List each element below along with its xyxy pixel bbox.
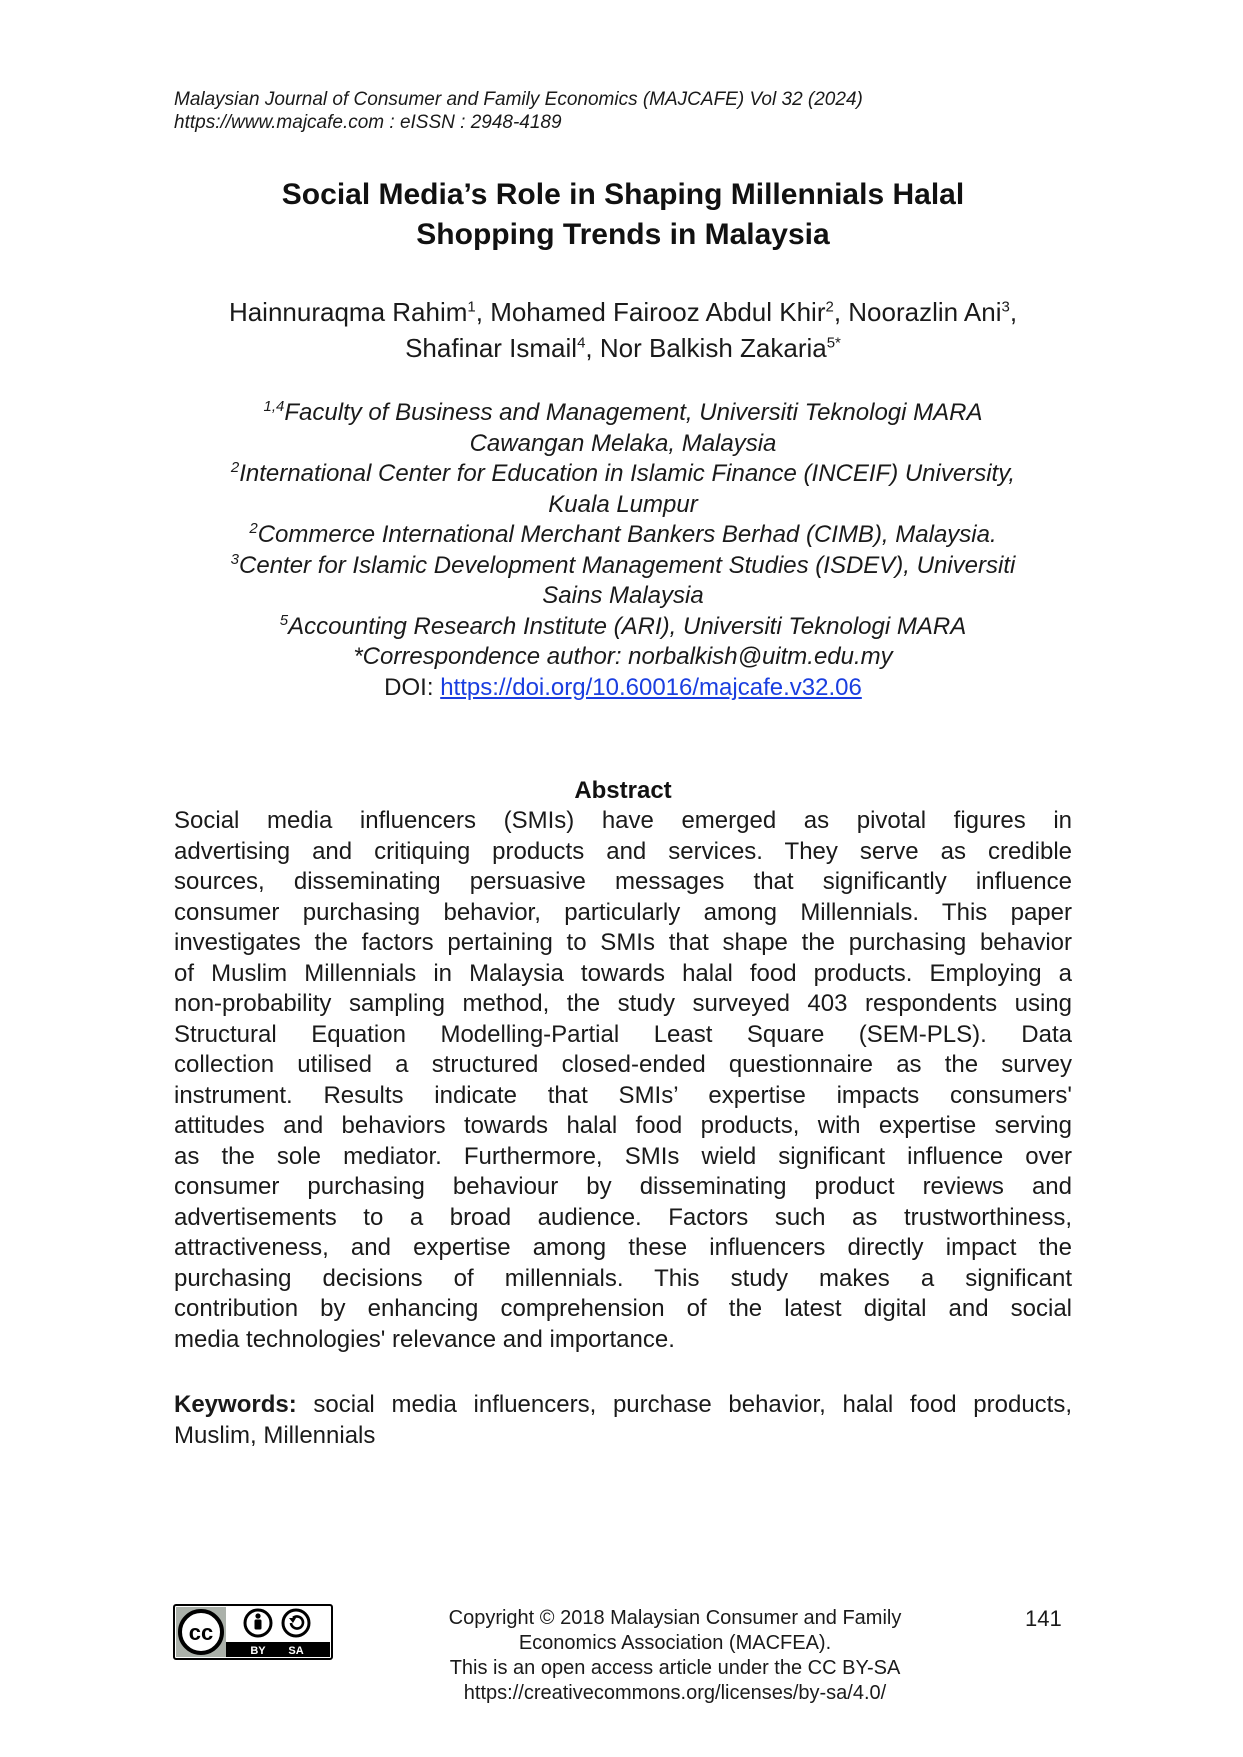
affiliation-continuation: Cawangan Melaka, Malaysia [469,429,777,457]
affiliation [174,520,1072,551]
authors-line-2: Shafinar Ismail$^4$, Nor Balkish Zakaria$^{5*}$ [405,333,841,363]
cc-icon-text: cc [188,1620,214,1645]
journal-url: https://www.majcafe.com : eISSN : 2948-4189 [174,112,562,133]
affiliation [174,398,1072,429]
keywords-line-2: Muslim, Millennials [174,1421,376,1449]
author-name: Nor Balkish Zakaria [599,333,827,363]
author-sup: 2 [825,298,834,316]
affiliation-text: Commerce International Merchant Bankers Berhad (CIMB), Malaysia. [257,521,997,548]
abstract-line: consumer purchasing behaviour by disseminating product reviews and [174,1173,1072,1200]
by-label: BY [250,1645,266,1657]
author-name: Noorazlin Ani [848,297,1002,327]
author-name: Shafinar Ismail [405,333,578,363]
affiliation-sup: 3 [230,550,240,568]
correspondence-author: *Correspondence author: norbalkish@uitm.edu.my [353,643,893,670]
abstract-line: consumer purchasing behavior, particularly among Millennials. This paper [174,898,1072,926]
abstract-line: of Muslim Millennials in Malaysia towards halal food products. Employing a [174,959,1072,987]
abstract-heading: Abstract [574,777,672,804]
affiliations [174,398,1072,703]
affiliation [174,612,1072,643]
abstract-line: instrument. Results indicate that SMIs’ expertise impacts consumers' [174,1081,1072,1109]
affiliation-sup: 2 [249,520,258,537]
affiliation-continuation: Kuala Lumpur [548,490,698,518]
affiliation [174,551,1072,582]
affiliation-text: Faculty of Business and Management, Universiti Teknologi MARA [284,399,983,426]
abstract-line: Social media influencers (SMIs) have emerged as pivotal figures in [174,807,1072,834]
license-url: https://creativecommons.org/licenses/by-sa/4.0/ [463,1682,887,1704]
keywords-label: Keywords: [174,1391,297,1418]
author-sup: 5* [826,334,841,352]
copyright-line-3: This is an open access article under the CC BY-SA [449,1657,901,1679]
affiliation-sup: 2 [230,459,240,476]
copyright-line-1: Copyright © 2018 Malaysian Consumer and Family [448,1607,902,1629]
abstract-line: advertisements to a broad audience. Factors such as trustworthiness, [174,1203,1072,1231]
abstract-line: purchasing decisions of millennials. This study makes a significant [174,1264,1072,1292]
doi-link[interactable]: https://doi.org/10.60016/majcafe.v32.06 [440,673,862,701]
abstract-line: advertising and critiquing products and services. They serve as credible [174,837,1072,865]
affiliation-text: Accounting Research Institute (ARI), Universiti Teknologi MARA [288,612,967,640]
copyright-notice [380,1606,970,1706]
abstract-line: as the sole mediator. Furthermore, SMIs wield significant influence over [174,1142,1072,1170]
journal-header [174,88,863,134]
sa-icon [283,1610,309,1636]
author-list [174,294,1072,366]
cc-by-sa-license-badge [173,1604,333,1660]
abstract-line: non-probability sampling method, the study surveyed 403 respondents using [174,990,1072,1017]
authors-line-1: Hainnuraqma Rahim$^1$, Mohamed Fairooz Abdul Khir$^2$, Noorazlin Ani$^3$, [228,297,1018,327]
sa-label: SA [288,1645,304,1657]
doi-label: DOI: [384,673,434,701]
author-name: Hainnuraqma Rahim [228,297,468,327]
abstract-line: attitudes and behaviors towards halal food products, with expertise serving [174,1112,1072,1139]
abstract-line: Structural Equation Modelling-Partial Least Square (SEM-PLS). Data [174,1020,1072,1048]
abstract-line: media technologies' relevance and importance. [174,1325,675,1353]
journal-citation: Malaysian Journal of Consumer and Family Economics (MAJCAFE) Vol 32 (2024) [174,89,863,110]
abstract-body [174,806,1072,1355]
affiliation [174,459,1072,490]
title-line-1: Social Media’s Role in Shaping Millennials Halal [281,178,965,211]
abstract-line: collection utilised a structured closed-ended questionnaire as the survey [174,1051,1072,1078]
page-number: 141 [1025,1606,1062,1631]
keywords [174,1390,1072,1451]
author-sup: 4 [577,334,586,352]
author-sup: 1 [467,298,476,316]
abstract-line: contribution by enhancing comprehension of the latest digital and social [174,1295,1072,1322]
doi-line [174,673,1072,704]
author-sup: 3 [1001,298,1010,316]
paper-title [174,175,1072,255]
affiliation-sup: 1,4 [263,398,285,415]
title-line-2: Shopping Trends in Malaysia [416,218,830,251]
affiliation-continuation: Sains Malaysia [542,582,704,609]
affiliation-sup: 5 [279,611,289,629]
abstract-line: attractiveness, and expertise among these influencers directly impact the [174,1234,1072,1261]
abstract-line: sources, disseminating persuasive messages that significantly influence [174,868,1072,895]
author-name: Mohamed Fairooz Abdul Khir [490,297,826,327]
abstract-line: investigates the factors pertaining to SMIs that shape the purchasing behavior [174,929,1072,956]
affiliation-text: International Center for Education in Islamic Finance (INCEIF) University, [239,460,1016,487]
keywords-text: social media influencers, purchase behavior, halal food products, [296,1391,1072,1418]
keywords-line-1 [174,1390,1072,1421]
affiliation-text: Center for Islamic Development Management Studies (ISDEV), Universiti [239,551,1016,579]
copyright-line-2: Economics Association (MACFEA). [518,1632,832,1654]
